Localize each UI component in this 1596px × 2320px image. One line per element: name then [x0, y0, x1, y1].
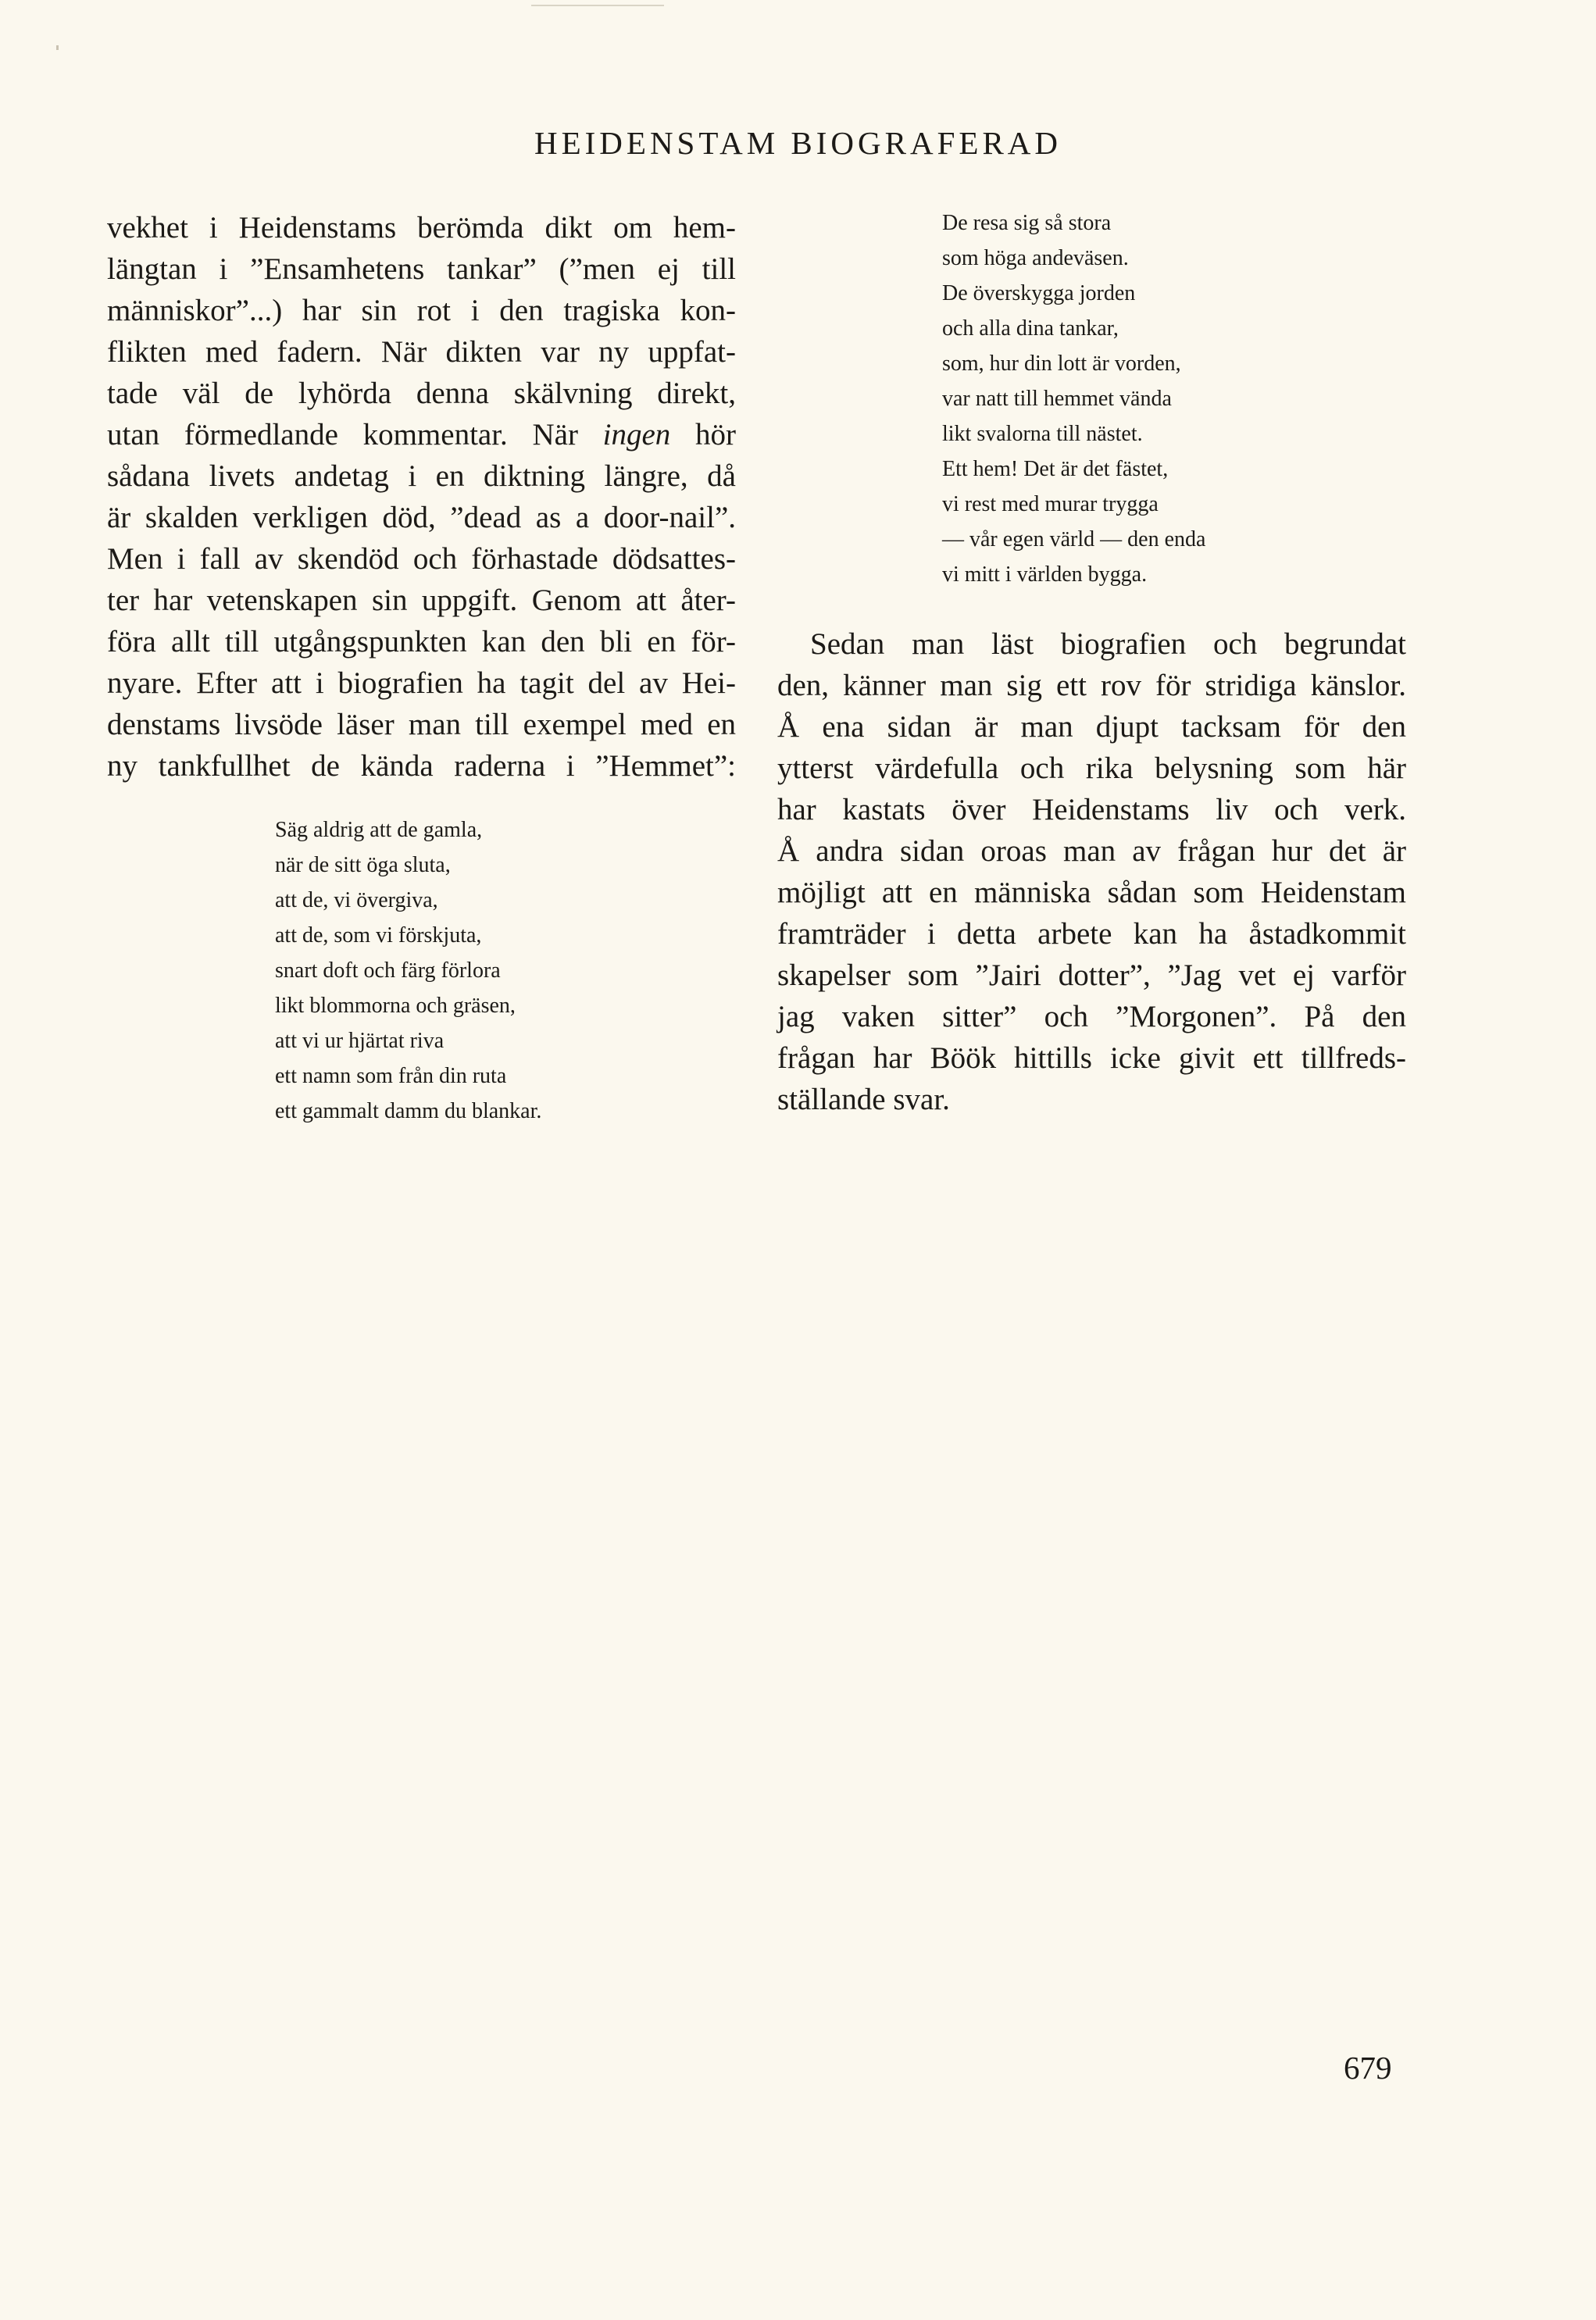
text-line: ny tankfullhet de kända raderna i ”Hemmet”: — [107, 749, 736, 783]
poem-line: De resa sig så stora — [942, 211, 1112, 235]
left-column — [107, 207, 736, 787]
poem-line: vi rest med murar trygga — [942, 492, 1159, 516]
poem-line: att de, som vi förskjuta, — [275, 923, 482, 948]
poem-quote-hemmet-part-2 — [942, 205, 1205, 592]
poem-line: när de sitt öga sluta, — [275, 853, 451, 877]
poem-line: ett gammalt damm du blankar. — [275, 1099, 542, 1123]
text-line: jag vaken sitter” och ”Morgonen”. På den — [777, 1000, 1406, 1033]
poem-line: vi mitt i världen bygga. — [942, 562, 1148, 587]
poem-line: snart doft och färg förlora — [275, 958, 501, 983]
poem-line: var natt till hemmet vända — [942, 387, 1172, 411]
text-line: den, känner man sig ett rov för stridiga känslor. — [777, 669, 1406, 702]
text-segment: utan förmedlande kommentar. När — [107, 418, 578, 452]
poem-line: — vår egen värld — den enda — [942, 527, 1206, 551]
poem-line: som, hur din lott är vorden, — [942, 352, 1181, 376]
right-column-paragraph — [777, 623, 1406, 1120]
poem-line: De överskygga jorden — [942, 281, 1136, 305]
text-line-with-emphasis — [107, 414, 736, 455]
text-line: denstams livsöde läser man till exempel med en — [107, 708, 736, 741]
text-line: ter har vetenskapen sin uppgift. Genom att åter- — [107, 584, 736, 617]
text-line: Sedan man läst biografien och begrundat — [810, 627, 1406, 661]
poem-line: att vi ur hjärtat riva — [275, 1029, 445, 1053]
text-line: Men i fall av skendöd och förhastade dödsattes- — [107, 542, 736, 576]
poem-quote-hemmet-part-1 — [275, 812, 541, 1129]
text-line: sådana livets andetag i en diktning längre, då — [107, 459, 736, 493]
text-line: Å ena sidan är man djupt tacksam för den — [777, 710, 1406, 744]
poem-line: likt blommorna och gräsen, — [275, 994, 516, 1018]
text-line: frågan har Böök hittills icke givit ett tillfreds- — [777, 1041, 1406, 1075]
poem-line: som höga andeväsen. — [942, 246, 1129, 270]
text-line: flikten med fadern. När dikten var ny uppfat- — [107, 335, 736, 369]
emphasis-word: ingen — [602, 418, 671, 452]
text-line: skapelser som ”Jairi dotter”, ”Jag vet ej varför — [777, 958, 1406, 992]
poem-line: Säg aldrig att de gamla, — [275, 818, 483, 842]
text-line: Å andra sidan oroas man av frågan hur det är — [777, 834, 1406, 868]
text-line: framträder i detta arbete kan ha åstadkommit — [777, 917, 1406, 951]
text-line: vekhet i Heidenstams berömda dikt om hem- — [107, 211, 736, 244]
poem-line: och alla dina tankar, — [942, 316, 1119, 341]
text-line: är skalden verkligen död, ”dead as a door-nail”. — [107, 501, 736, 534]
poem-line: likt svalorna till nästet. — [942, 422, 1143, 446]
text-line: föra allt till utgångspunkten kan den bli en för- — [107, 625, 736, 659]
poem-line: Ett hem! Det är det fästet, — [942, 457, 1169, 481]
text-segment: hör — [695, 418, 736, 452]
page-number: 679 — [1344, 2050, 1392, 2086]
text-line: ställande svar. — [777, 1083, 950, 1116]
text-line: människor”...) har sin rot i den tragiska kon- — [107, 294, 736, 327]
running-head: HEIDENSTAM BIOGRAFERAD — [534, 125, 1062, 161]
text-line: nyare. Efter att i biografien ha tagit del av Hei- — [107, 666, 736, 700]
text-line: tade väl de lyhörda denna skälvning direkt, — [107, 377, 736, 410]
stray-mark — [56, 45, 59, 50]
text-line: längtan i ”Ensamhetens tankar” (”men ej till — [107, 252, 736, 286]
text-line: har kastats över Heidenstams liv och verk. — [777, 793, 1406, 826]
top-edge-rule — [531, 5, 664, 6]
poem-line: att de, vi övergiva, — [275, 888, 438, 912]
text-line: ytterst värdefulla och rika belysning som här — [777, 751, 1406, 785]
text-line: möjligt att en människa sådan som Heidenstam — [777, 876, 1406, 909]
poem-line: ett namn som från din ruta — [275, 1064, 507, 1088]
